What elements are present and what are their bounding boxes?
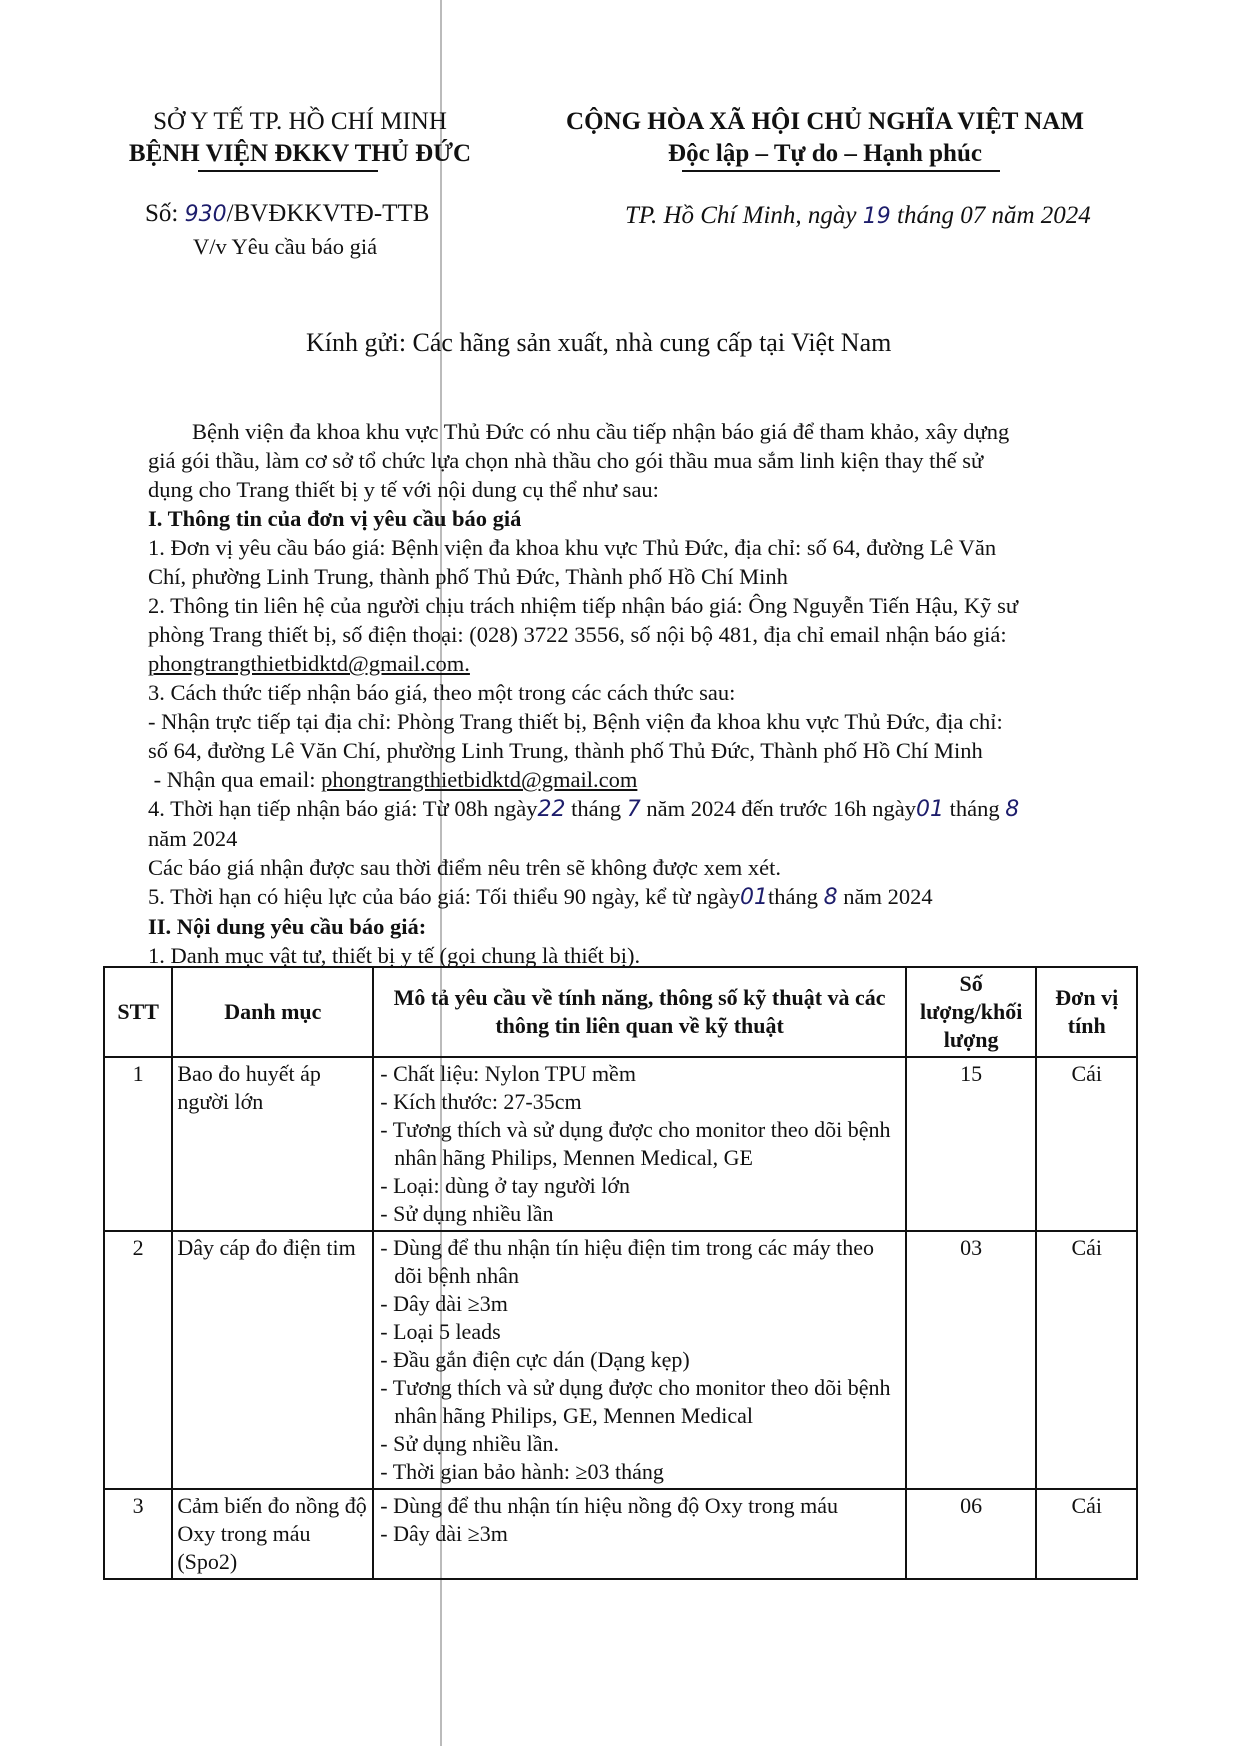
desc-line: - Đầu gắn điện cực dán (Dạng kẹp) [380,1347,690,1372]
deadline-line-2: năm 2024 [148,826,238,851]
email-receive-line [148,765,1148,794]
section-1-line-2: Chí, phường Linh Trung, thành phố Thủ Đức, Thành phố Hồ Chí Minh [148,564,788,589]
national-title: CỘNG HÒA XÃ HỘI CHỦ NGHĨA VIỆT NAM [566,108,1084,135]
header-left-underline [198,170,378,172]
date-day: 19 [862,204,891,229]
deadline-line [148,794,1148,824]
table-row [104,1231,1137,1489]
desc-line: - Sử dụng nhiều lần. [380,1431,560,1456]
desc-line: - Sử dụng nhiều lần [380,1201,554,1226]
intro-line-2: giá gói thầu, làm cơ sở tổ chức lựa chọn nhà thầu cho gói thầu mua sắm linh kiện thay thế sử [148,448,984,473]
header-category: Danh mục [172,967,373,1057]
section-2-subtitle: 1. Danh mục vật tư, thiết bị y tế (gọi chung là thiết bị). [148,943,641,968]
row-category: Bao đo huyết áp người lớn [172,1057,373,1231]
doc-number-prefix: Số: [145,200,179,227]
row-stt: 1 [104,1057,172,1231]
deadline-start-month: 7 [626,797,641,822]
doc-number-suffix: /BVĐKKVTĐ-TTB [226,200,430,227]
section-1-line-6: - Nhận trực tiếp tại địa chỉ: Phòng Trang thiết bị, Bệnh viện đa khoa khu vực Thủ Đức, địa chỉ: [148,709,1003,734]
validity-month: 8 [823,885,838,910]
email-receive-prefix: - Nhận qua email: [148,767,322,792]
doc-number-value: 930 [184,202,227,227]
desc-line: - Tương thích và sử dụng được cho monitor theo dõi bệnh nhân hãng Philips, Mennen Medical, GE [380,1117,891,1170]
equipment-table [103,966,1138,1580]
row-quantity: 06 [906,1489,1037,1579]
recipient-line: Kính gửi: Các hãng sản xuất, nhà cung cấp tại Việt Nam [306,328,892,357]
desc-line: - Chất liệu: Nylon TPU mềm [380,1061,636,1086]
header-right-underline [682,170,1000,172]
row-category: Cảm biến đo nồng độ Oxy trong máu (Spo2) [172,1489,373,1579]
department-name: SỞ Y TẾ TP. HỒ CHÍ MINH [153,108,447,135]
section-1-line-5: 3. Cách thức tiếp nhận báo giá, theo một trong các cách thức sau: [148,680,736,705]
row-quantity: 03 [906,1231,1037,1489]
issue-date [625,202,1091,230]
row-unit: Cái [1036,1489,1137,1579]
row-unit: Cái [1036,1057,1137,1231]
validity-text-b: tháng [767,884,824,909]
deadline-text-e: tháng [944,796,1006,821]
deadline-end-month: 8 [1005,797,1020,822]
desc-line: - Dùng để thu nhận tín hiệu nồng độ Oxy trong máu [380,1493,838,1518]
email-receive-link[interactable]: phongtrangthietbidktd@gmail.com [321,767,638,792]
late-quote-note: Các báo giá nhận được sau thời điểm nêu trên sẽ không được xem xét. [148,855,782,880]
document-body [148,417,1148,970]
desc-line: - Dây dài ≥3m [380,1291,508,1316]
contact-email[interactable]: phongtrangthietbidktd@gmail.com. [148,651,470,676]
desc-line: - Loại: dùng ở tay người lớn [380,1173,630,1198]
header-unit: Đơn vị tính [1036,967,1137,1057]
date-prefix: TP. Hồ Chí Minh, ngày [625,202,857,229]
deadline-text-a: 4. Thời hạn tiếp nhận báo giá: Từ 08h ngày [148,796,538,821]
intro-line-3: dụng cho Trang thiết bị y tế với nội dung cụ thể như sau: [148,477,659,502]
row-stt: 2 [104,1231,172,1489]
desc-line: - Kích thước: 27-35cm [380,1089,582,1114]
header-description: Mô tả yêu cầu về tính năng, thông số kỹ thuật và các thông tin liên quan về kỹ thuật [373,967,906,1057]
desc-line: - Dùng để thu nhận tín hiệu điện tim trong các máy theo dõi bệnh nhân [380,1235,874,1288]
row-quantity: 15 [906,1057,1037,1231]
table-row [104,1489,1137,1579]
desc-line: - Loại 5 leads [380,1319,501,1344]
hospital-name: BỆNH VIỆN ĐKKV THỦ ĐỨC [128,140,472,167]
deadline-text-b: tháng [565,796,627,821]
validity-day: 01 [739,885,768,910]
deadline-text-c: năm 2024 đến trước 16h ngày [640,796,916,821]
header-left [100,106,500,170]
desc-line: - Thời gian bảo hành: ≥03 tháng [380,1459,664,1484]
header-right [530,106,1120,170]
row-category: Dây cáp đo điện tim [172,1231,373,1489]
date-rest: tháng 07 năm 2024 [897,202,1091,229]
row-description [373,1057,906,1231]
intro-line-1: Bệnh viện đa khoa khu vực Thủ Đức có nhu cầu tiếp nhận báo giá để tham khảo, xây dựng [192,419,1010,444]
table-row [104,1057,1137,1231]
section-1-line-3: 2. Thông tin liên hệ của người chịu trách nhiệm tiếp nhận báo giá: Ông Nguyễn Tiến Hậu, Kỹ sư [148,593,1019,618]
doc-number [145,200,429,228]
section-1-title: I. Thông tin của đơn vị yêu cầu báo giá [148,506,522,531]
section-1-line-4: phòng Trang thiết bị, số điện thoại: (028) 3722 3556, số nội bộ 481, địa chỉ email nhận báo giá: [148,622,1007,647]
validity-text-c: năm 2024 [837,884,933,909]
section-2-title: II. Nội dung yêu cầu báo giá: [148,914,427,939]
header-quantity: Số lượng/khối lượng [906,967,1037,1057]
deadline-start-day: 22 [537,797,566,822]
section-1-line-7: số 64, đường Lê Văn Chí, phường Linh Trung, thành phố Thủ Đức, Thành phố Hồ Chí Minh [148,738,983,763]
validity-text-a: 5. Thời hạn có hiệu lực của báo giá: Tối thiểu 90 ngày, kể từ ngày [148,884,740,909]
row-description [373,1231,906,1489]
row-stt: 3 [104,1489,172,1579]
header-stt: STT [104,967,172,1057]
section-1-line-1: 1. Đơn vị yêu cầu báo giá: Bệnh viện đa khoa khu vực Thủ Đức, địa chỉ: số 64, đường Lê Văn [148,535,997,560]
desc-line: - Tương thích và sử dụng được cho monitor theo dõi bệnh nhân hãng Philips, GE, Mennen Medical [380,1375,891,1428]
table-header-row [104,967,1137,1057]
row-description [373,1489,906,1579]
desc-line: - Dây dài ≥3m [380,1521,508,1546]
national-motto: Độc lập – Tự do – Hạnh phúc [668,140,982,167]
validity-line [148,882,1148,912]
deadline-end-day: 01 [916,797,944,822]
subject-line: V/v Yêu cầu báo giá [193,234,378,259]
row-unit: Cái [1036,1231,1137,1489]
